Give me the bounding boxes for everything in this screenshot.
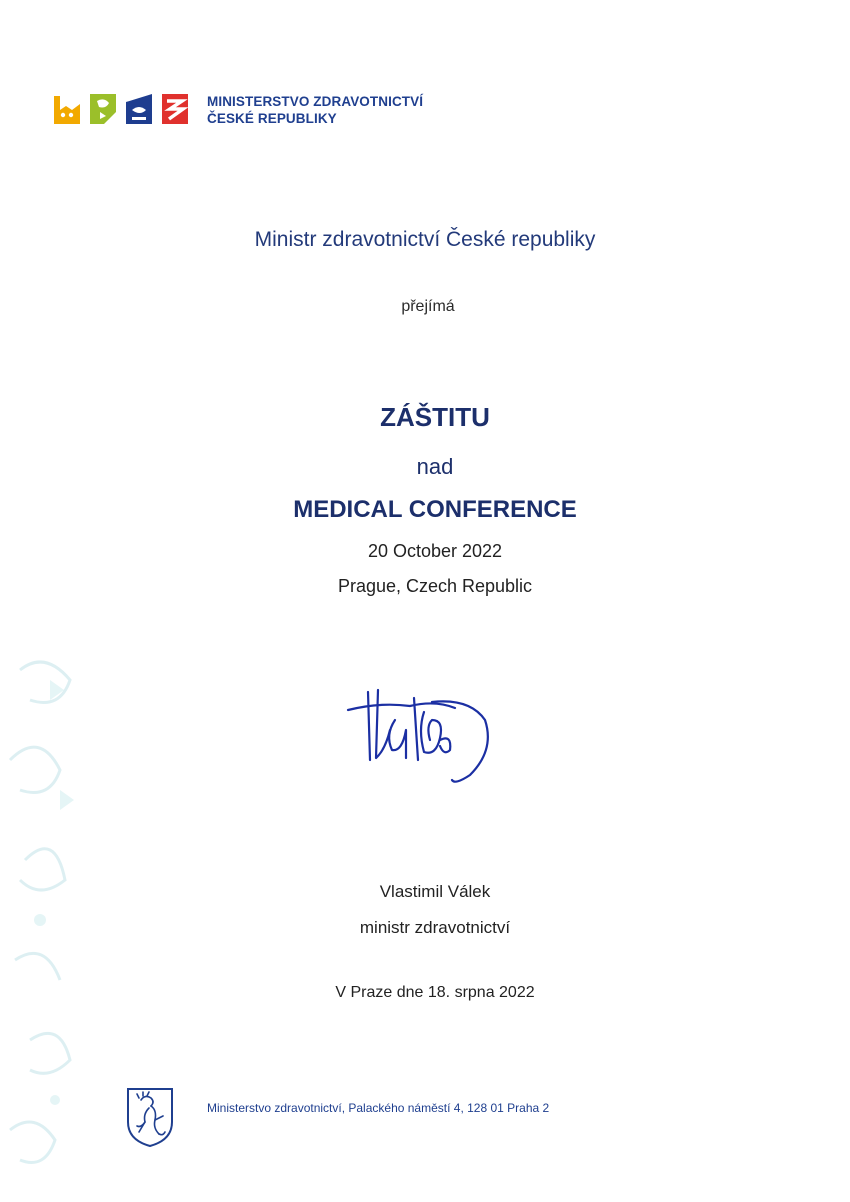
handwritten-signature-icon [340,680,500,790]
czech-coat-of-arms-icon [125,1086,175,1148]
takes-text: přejímá [401,298,455,315]
patronage-heading: ZÁŠTITU [380,402,490,432]
footer-address: Ministerstvo zdravotnictví, Palackého náměstí 4, 128 01 Praha 2 [207,1101,550,1115]
signer-role: ministr zdravotnictví [359,918,511,937]
ministry-name-line-1: MINISTERSTVO ZDRAVOTNICTVÍ [207,94,424,109]
ministry-logo-icon [54,92,194,126]
over-text: nad [416,454,454,479]
event-date: 20 October 2022 [367,541,503,561]
event-name: MEDICAL CONFERENCE [293,496,577,523]
event-place: Prague, Czech Republic [337,576,533,596]
signed-at-text: V Praze dne 18. srpna 2022 [335,984,535,1001]
ministry-name-line-2: ČESKÉ REPUBLIKY [207,111,337,126]
ministry-name [207,93,423,127]
minister-title: Ministr zdravotnictví České republiky [254,228,596,251]
signer-name: Vlastimil Válek [379,882,491,901]
